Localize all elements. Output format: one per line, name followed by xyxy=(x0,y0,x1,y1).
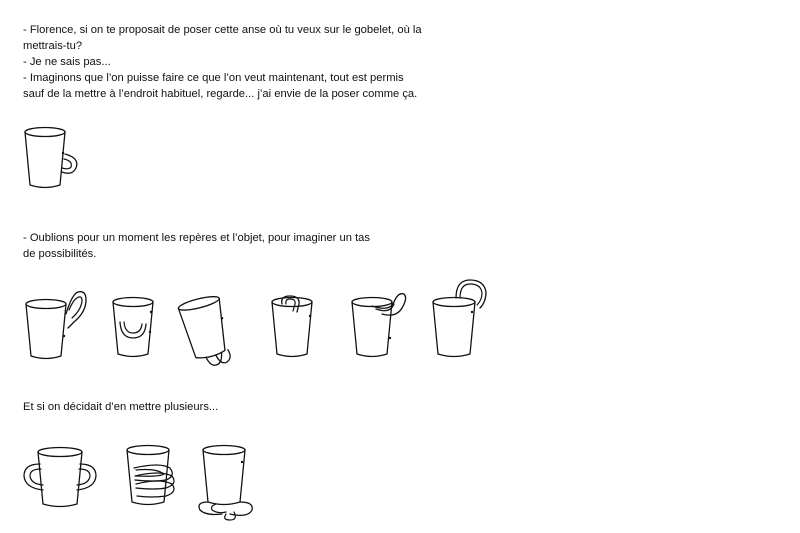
dialogue-paragraph-3 xyxy=(23,399,218,415)
cup-handle-rim-loop-icon xyxy=(20,286,95,366)
text-line: de possibilités. xyxy=(23,248,97,260)
cup-handle-inside-front-icon xyxy=(107,294,167,364)
text-line: mettrais-tu? xyxy=(23,40,83,52)
text-line: Et si on décidait d’en mettre plusieurs... xyxy=(23,401,219,413)
cup-handle-over-rim-icon xyxy=(346,290,416,362)
dialogue-paragraph-1 xyxy=(23,22,422,102)
cup-handle-top-arch-icon xyxy=(426,276,496,362)
dialogue-paragraph-2 xyxy=(23,230,370,262)
text-line: - Je ne sais pas... xyxy=(23,56,111,68)
cup-handle-inside-rim-icon xyxy=(266,294,326,364)
cup-handle-base-loops-icon xyxy=(196,440,266,522)
text-line: - Oublions pour un moment les repères et l’objet, pour imaginer un tas xyxy=(23,232,370,244)
cup-handle-low-side-icon xyxy=(18,120,88,195)
cup-tilted-handle-bottom-icon xyxy=(178,292,248,372)
cup-stacked-handles-icon xyxy=(120,440,190,510)
text-line: sauf de la mettre à l’endroit habituel, regarde... j’ai envie de la poser comme ça. xyxy=(23,88,418,100)
text-line: - Florence, si on te proposait de poser cette anse où tu veux sur le gobelet, où la xyxy=(23,24,422,36)
cup-two-handles-icon xyxy=(16,442,106,512)
text-line: - Imaginons que l’on puisse faire ce que l’on veut maintenant, tout est permis xyxy=(23,72,404,84)
